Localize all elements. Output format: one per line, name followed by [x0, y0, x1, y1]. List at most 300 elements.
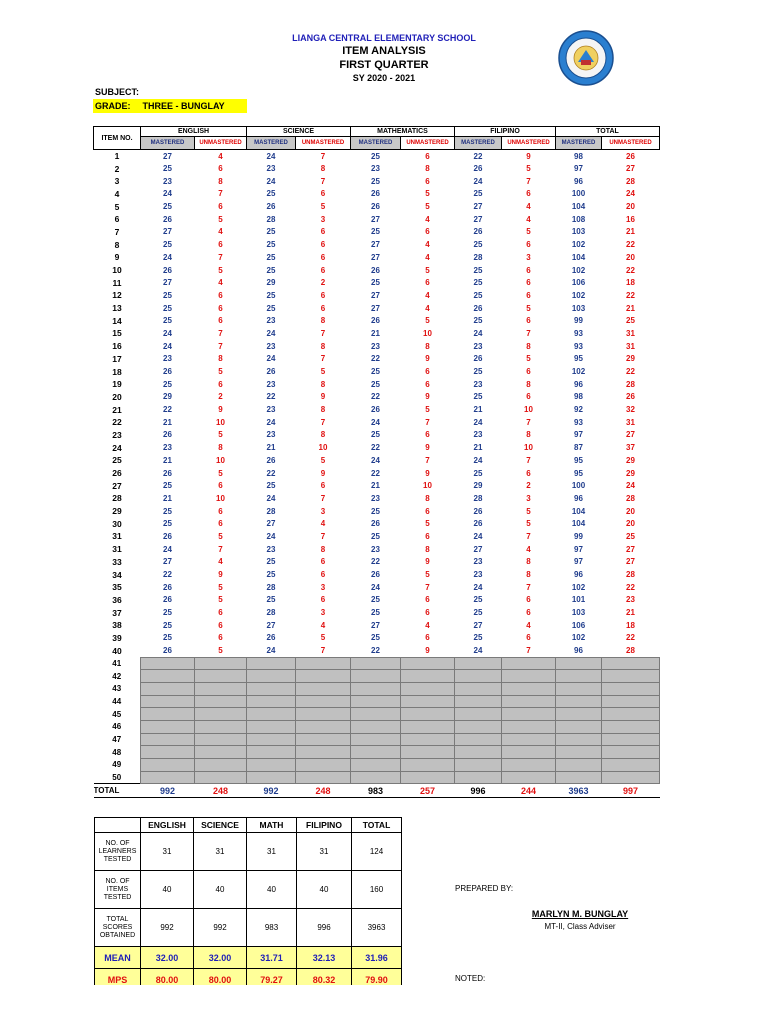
- mastered-count: 22: [163, 570, 172, 580]
- empty-cell: [247, 746, 296, 759]
- mastered-count: 23: [473, 379, 483, 389]
- mastered-count: 24: [371, 582, 380, 592]
- mastered-count: 26: [266, 633, 276, 643]
- mastered-count: 103: [571, 303, 586, 313]
- mastered-count: 22: [371, 354, 380, 364]
- empty-cell: [141, 695, 195, 708]
- table-row: [94, 556, 660, 569]
- unmastered-count: 28: [626, 176, 635, 186]
- unmastered-count: 7: [218, 189, 223, 199]
- mastered-count: 25: [266, 557, 276, 567]
- mastered-count: 97: [574, 557, 583, 567]
- unmastered-count: 5: [526, 354, 531, 364]
- empty-cell: [247, 733, 296, 746]
- unmastered-count: 9: [526, 151, 531, 161]
- mastered-count: 27: [473, 202, 483, 212]
- mastered-count: 26: [163, 531, 172, 541]
- empty-cell: [455, 657, 502, 670]
- unmastered-count: 6: [320, 265, 326, 275]
- empty-cell: [502, 682, 556, 695]
- unmastered-count: 7: [320, 493, 326, 503]
- mean-row: [95, 947, 402, 969]
- mastered-count: 23: [371, 544, 380, 554]
- mastered-count: 25: [266, 303, 276, 313]
- document-title: ITEM ANALYSIS: [342, 45, 426, 57]
- item-number: 16: [112, 341, 122, 352]
- mastered-count: 24: [473, 328, 483, 338]
- unmastered-count: 9: [425, 557, 430, 567]
- mastered-count: 21: [163, 417, 172, 427]
- table-row: [94, 162, 660, 175]
- mastered-count: 106: [571, 620, 586, 630]
- table-row: [94, 289, 660, 302]
- empty-cell: [455, 670, 502, 683]
- mastered-count: 26: [266, 202, 276, 212]
- empty-cell: [195, 720, 247, 733]
- mastered-count: 96: [574, 379, 583, 389]
- unmastered-count: 26: [626, 151, 635, 161]
- mastered-count: 26: [473, 506, 483, 516]
- mastered-count: 23: [266, 341, 276, 351]
- total-value: 248: [296, 784, 351, 798]
- unmastered-count: 4: [425, 252, 430, 262]
- item-number: 9: [114, 252, 120, 263]
- unmastered-count: 7: [218, 544, 223, 554]
- unmastered-count: 23: [626, 595, 635, 605]
- unmastered-header: UNMASTERED: [502, 137, 556, 150]
- mastered-count: 26: [163, 265, 172, 275]
- table-row: [94, 314, 660, 327]
- unmastered-count: 6: [425, 595, 430, 605]
- unmastered-count: 6: [425, 608, 430, 618]
- mastered-count: 28: [266, 582, 276, 592]
- summary-value: 124: [352, 833, 402, 871]
- mastered-count: 26: [371, 405, 380, 415]
- summary-value: 31: [194, 833, 247, 871]
- unmastered-header: UNMASTERED: [401, 137, 455, 150]
- unmastered-count: 3: [320, 608, 326, 618]
- unmastered-count: 7: [320, 328, 326, 338]
- mps-label: MPS: [95, 969, 141, 991]
- summary-value: 160: [352, 871, 402, 909]
- empty-cell: [502, 670, 556, 683]
- total-value: 992: [247, 784, 296, 798]
- summary-row: [95, 833, 402, 871]
- unmastered-count: 22: [626, 240, 635, 250]
- item-number: 14: [112, 315, 122, 326]
- unmastered-count: 6: [218, 164, 223, 174]
- mastered-count: 92: [574, 405, 583, 415]
- unmastered-count: 6: [526, 316, 531, 326]
- unmastered-count: 6: [425, 506, 430, 516]
- empty-cell: [141, 708, 195, 721]
- empty-cell: [195, 759, 247, 772]
- unmastered-count: 6: [320, 481, 326, 491]
- mastered-count: 25: [163, 608, 172, 618]
- mastered-count: 28: [266, 608, 276, 618]
- mastered-count: 25: [473, 290, 483, 300]
- unmastered-count: 21: [626, 227, 635, 237]
- item-number: 46: [94, 720, 141, 733]
- mastered-count: 24: [473, 455, 483, 465]
- table-row: [94, 150, 660, 163]
- mps-value: 80.32: [297, 969, 352, 991]
- unmastered-count: 5: [218, 531, 223, 541]
- unmastered-count: 37: [626, 443, 635, 453]
- mastered-count: 93: [574, 341, 583, 351]
- mastered-count: 25: [473, 265, 483, 275]
- mastered-count: 23: [473, 430, 483, 440]
- school-seal-icon: [554, 30, 618, 86]
- item-number: 45: [94, 708, 141, 721]
- table-row: [94, 594, 660, 607]
- unmastered-count: 5: [425, 265, 430, 275]
- item-number: 19: [112, 379, 122, 390]
- empty-cell: [351, 695, 401, 708]
- unmastered-count: 7: [526, 328, 531, 338]
- total-value: 997: [602, 784, 660, 798]
- empty-cell: [351, 733, 401, 746]
- unmastered-count: 10: [524, 443, 533, 453]
- mastered-count: 24: [371, 455, 380, 465]
- mastered-count: 27: [371, 303, 380, 313]
- unmastered-count: 7: [218, 328, 223, 338]
- mastered-count: 22: [371, 392, 380, 402]
- empty-cell: [556, 657, 602, 670]
- unmastered-count: 6: [320, 240, 326, 250]
- mastered-count: 21: [473, 405, 483, 415]
- empty-cell: [602, 682, 660, 695]
- total-value: 248: [195, 784, 247, 798]
- item-number: 21: [112, 404, 122, 415]
- mastered-count: 25: [266, 265, 276, 275]
- empty-row: [94, 771, 660, 784]
- empty-cell: [455, 720, 502, 733]
- mastered-count: 100: [571, 189, 586, 199]
- unmastered-count: 9: [425, 468, 430, 478]
- unmastered-count: 6: [218, 290, 223, 300]
- unmastered-count: 7: [320, 151, 326, 161]
- mastered-count: 23: [266, 379, 276, 389]
- mastered-header: MASTERED: [556, 137, 602, 150]
- mastered-count: 25: [473, 240, 483, 250]
- mastered-count: 24: [266, 151, 276, 161]
- mastered-count: 26: [371, 316, 380, 326]
- item-number: 4: [114, 188, 120, 199]
- mastered-count: 25: [371, 430, 380, 440]
- table-row: [94, 530, 660, 543]
- unmastered-count: 6: [526, 189, 531, 199]
- unmastered-count: 7: [320, 417, 326, 427]
- empty-cell: [401, 746, 455, 759]
- item-number: 17: [112, 353, 122, 364]
- total-value: 3963: [556, 784, 602, 798]
- table-row: [94, 517, 660, 530]
- unmastered-count: 6: [320, 252, 326, 262]
- summary-value: 31: [297, 833, 352, 871]
- item-number: 39: [112, 632, 122, 643]
- empty-cell: [247, 720, 296, 733]
- item-number: 23: [112, 429, 122, 440]
- unmastered-count: 9: [218, 405, 223, 415]
- mastered-count: 102: [571, 367, 586, 377]
- unmastered-count: 27: [626, 557, 635, 567]
- mastered-count: 29: [473, 481, 483, 491]
- empty-cell: [141, 759, 195, 772]
- unmastered-count: 5: [320, 367, 326, 377]
- unmastered-count: 22: [626, 367, 635, 377]
- unmastered-count: 28: [626, 570, 635, 580]
- grade-value: THREE - BUNGLAY: [142, 101, 225, 111]
- empty-row: [94, 733, 660, 746]
- item-number: 33: [112, 556, 122, 567]
- mastered-count: 22: [163, 405, 172, 415]
- mps-value: 80.00: [194, 969, 247, 991]
- unmastered-count: 5: [425, 189, 430, 199]
- unmastered-count: 4: [526, 544, 531, 554]
- mastered-count: 25: [163, 519, 172, 529]
- unmastered-count: 8: [320, 164, 326, 174]
- item-number: 13: [112, 303, 122, 314]
- unmastered-count: 6: [218, 519, 223, 529]
- mastered-count: 102: [571, 240, 586, 250]
- mastered-count: 25: [163, 316, 172, 326]
- unmastered-count: 4: [320, 519, 326, 529]
- unmastered-header: UNMASTERED: [602, 137, 660, 150]
- mastered-count: 103: [571, 608, 586, 618]
- summary-header: ENGLISH: [141, 818, 194, 833]
- unmastered-count: 7: [320, 354, 326, 364]
- empty-cell: [502, 733, 556, 746]
- mastered-count: 27: [473, 544, 483, 554]
- unmastered-count: 8: [526, 341, 531, 351]
- item-number: 7: [114, 226, 120, 237]
- mastered-count: 26: [473, 303, 483, 313]
- total-label: TOTAL: [94, 784, 141, 798]
- unmastered-count: 7: [526, 645, 531, 655]
- unmastered-count: 21: [626, 303, 635, 313]
- unmastered-count: 28: [626, 645, 635, 655]
- empty-cell: [296, 695, 351, 708]
- mastered-count: 23: [473, 341, 483, 351]
- table-row: [94, 175, 660, 188]
- page-cutoff: [0, 985, 768, 1025]
- empty-cell: [602, 759, 660, 772]
- mastered-count: 95: [574, 468, 583, 478]
- unmastered-count: 31: [626, 341, 635, 351]
- mastered-count: 24: [266, 531, 276, 541]
- empty-cell: [195, 746, 247, 759]
- mastered-count: 24: [473, 176, 483, 186]
- item-number: 48: [94, 746, 141, 759]
- empty-cell: [195, 708, 247, 721]
- summary-header: SCIENCE: [194, 818, 247, 833]
- mastered-count: 24: [473, 582, 483, 592]
- unmastered-count: 5: [526, 519, 531, 529]
- unmastered-count: 18: [626, 278, 635, 288]
- item-number: 38: [112, 620, 122, 631]
- empty-row: [94, 746, 660, 759]
- mastered-count: 25: [371, 608, 380, 618]
- unmastered-count: 5: [425, 316, 430, 326]
- empty-cell: [351, 759, 401, 772]
- mastered-count: 23: [473, 557, 483, 567]
- unmastered-count: 8: [320, 544, 326, 554]
- unmastered-count: 5: [425, 405, 430, 415]
- unmastered-count: 6: [425, 176, 430, 186]
- empty-row: [94, 695, 660, 708]
- unmastered-count: 6: [320, 303, 326, 313]
- unmastered-count: 29: [626, 354, 635, 364]
- empty-cell: [502, 746, 556, 759]
- unmastered-count: 27: [626, 164, 635, 174]
- unmastered-count: 22: [626, 633, 635, 643]
- unmastered-count: 6: [425, 633, 430, 643]
- unmastered-count: 20: [626, 252, 635, 262]
- unmastered-count: 4: [425, 620, 430, 630]
- unmastered-count: 10: [216, 493, 225, 503]
- unmastered-count: 4: [218, 151, 223, 161]
- mastered-count: 24: [473, 531, 483, 541]
- mastered-count: 102: [571, 633, 586, 643]
- summary-row-label: NO. OF LEARNERS TESTED: [95, 833, 141, 871]
- mean-value: 31.71: [247, 947, 297, 969]
- item-number: 28: [112, 493, 122, 504]
- table-row: [94, 251, 660, 264]
- mastered-count: 87: [574, 443, 583, 453]
- table-row: [94, 543, 660, 556]
- item-number: 34: [112, 569, 122, 580]
- unmastered-count: 5: [218, 582, 223, 592]
- mastered-count: 25: [371, 278, 380, 288]
- mastered-count: 26: [163, 468, 172, 478]
- unmastered-count: 7: [526, 176, 531, 186]
- unmastered-count: 31: [626, 417, 635, 427]
- unmastered-count: 8: [425, 493, 430, 503]
- item-number: 31: [112, 544, 122, 555]
- empty-cell: [351, 771, 401, 784]
- mastered-count: 25: [371, 531, 380, 541]
- item-number: 26: [112, 468, 122, 479]
- mastered-count: 22: [371, 645, 380, 655]
- unmastered-count: 5: [218, 265, 223, 275]
- empty-cell: [602, 670, 660, 683]
- group-header-filipino: FILIPINO: [455, 127, 556, 137]
- mastered-count: 24: [163, 544, 172, 554]
- table-row: [94, 441, 660, 454]
- unmastered-count: 6: [218, 620, 223, 630]
- unmastered-count: 22: [626, 265, 635, 275]
- mastered-count: 24: [473, 417, 483, 427]
- summary-row-label: TOTAL SCORES OBTAINED: [95, 909, 141, 947]
- empty-cell: [141, 720, 195, 733]
- empty-cell: [502, 657, 556, 670]
- mastered-count: 104: [571, 202, 586, 212]
- unmastered-count: 5: [526, 506, 531, 516]
- unmastered-count: 18: [626, 620, 635, 630]
- mastered-count: 26: [266, 367, 276, 377]
- summary-header: MATH: [247, 818, 297, 833]
- empty-cell: [401, 695, 455, 708]
- unmastered-count: 6: [320, 290, 326, 300]
- mastered-count: 27: [266, 620, 276, 630]
- mastered-count: 96: [574, 570, 583, 580]
- mastered-count: 25: [473, 468, 483, 478]
- mastered-count: 101: [571, 595, 586, 605]
- unmastered-header: UNMASTERED: [296, 137, 351, 150]
- unmastered-count: 6: [320, 189, 326, 199]
- total-value: 983: [351, 784, 401, 798]
- mastered-count: 25: [473, 608, 483, 618]
- mastered-count: 26: [371, 189, 380, 199]
- school-year: SY 2020 - 2021: [352, 73, 416, 83]
- empty-cell: [455, 746, 502, 759]
- summary-value: 996: [297, 909, 352, 947]
- school-name: LIANGA CENTRAL ELEMENTARY SCHOOL: [292, 33, 476, 43]
- mastered-count: 25: [163, 240, 172, 250]
- mastered-count: 26: [473, 519, 483, 529]
- mastered-count: 98: [574, 392, 583, 402]
- unmastered-count: 6: [425, 531, 430, 541]
- mastered-count: 102: [571, 290, 586, 300]
- mastered-count: 27: [163, 278, 172, 288]
- empty-cell: [296, 720, 351, 733]
- item-number: 12: [112, 290, 122, 301]
- empty-cell: [602, 695, 660, 708]
- table-row: [94, 365, 660, 378]
- mastered-count: 95: [574, 455, 583, 465]
- empty-cell: [141, 657, 195, 670]
- item-analysis-table: [93, 126, 660, 798]
- unmastered-count: 9: [320, 468, 326, 478]
- mastered-count: 25: [473, 278, 483, 288]
- table-row: [94, 606, 660, 619]
- unmastered-count: 6: [526, 468, 531, 478]
- unmastered-count: 7: [320, 176, 326, 186]
- unmastered-count: 8: [320, 341, 326, 351]
- mastered-count: 25: [473, 633, 483, 643]
- unmastered-count: 4: [218, 557, 223, 567]
- unmastered-count: 3: [320, 582, 326, 592]
- mastered-count: 27: [163, 557, 172, 567]
- item-number: 49: [94, 759, 141, 772]
- mastered-count: 25: [473, 392, 483, 402]
- empty-cell: [351, 720, 401, 733]
- mastered-count: 28: [473, 493, 483, 503]
- unmastered-count: 27: [626, 544, 635, 554]
- empty-row: [94, 759, 660, 772]
- empty-cell: [401, 771, 455, 784]
- mastered-count: 23: [371, 341, 380, 351]
- unmastered-count: 6: [526, 240, 531, 250]
- summary-row: [95, 909, 402, 947]
- empty-cell: [195, 695, 247, 708]
- mastered-count: 23: [266, 544, 276, 554]
- unmastered-count: 7: [526, 417, 531, 427]
- table-row: [94, 213, 660, 226]
- mean-label: MEAN: [95, 947, 141, 969]
- mastered-count: 25: [266, 481, 276, 491]
- table-row: [94, 302, 660, 315]
- unmastered-count: 5: [218, 430, 223, 440]
- unmastered-count: 4: [425, 290, 430, 300]
- mastered-count: 25: [473, 367, 483, 377]
- mastered-count: 27: [371, 214, 380, 224]
- mastered-count: 29: [163, 392, 172, 402]
- summary-value: 40: [297, 871, 352, 909]
- table-row: [94, 276, 660, 289]
- summary-value: 31: [141, 833, 194, 871]
